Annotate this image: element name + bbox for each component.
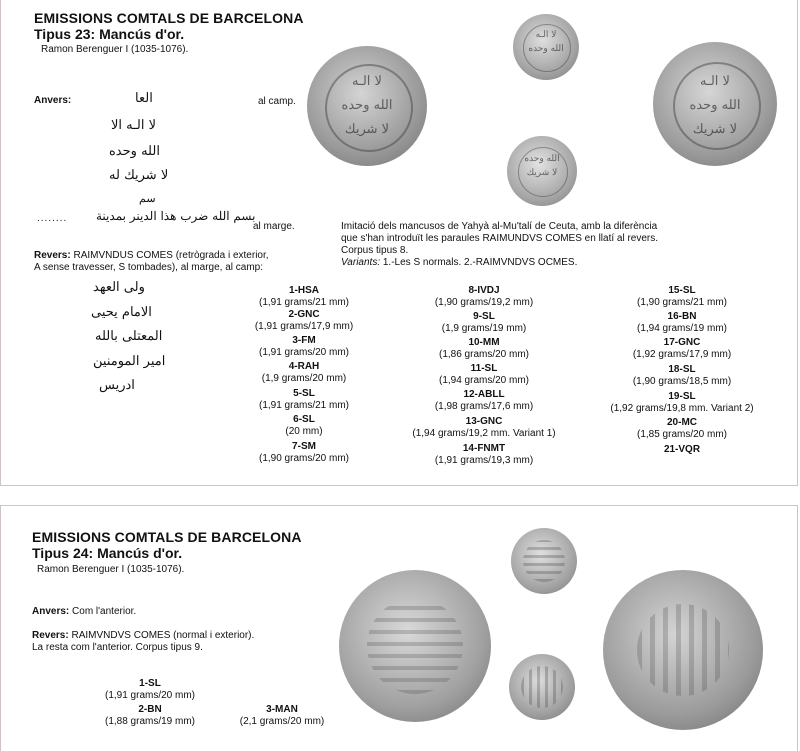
al-marge-note: al marge. bbox=[253, 221, 295, 232]
catalog-entry: 10-MM (1,86 grams/20 mm) bbox=[438, 337, 530, 360]
catalog-entry: 1-HSA (1,91 grams/21 mm) bbox=[258, 285, 350, 308]
coin-image-small-2 bbox=[509, 654, 575, 720]
anvers-arabic-line: لا شريك له bbox=[109, 168, 169, 183]
revers-text-2: La resta com l'anterior. Corpus tipus 9. bbox=[32, 642, 203, 653]
card-tipus-24 bbox=[0, 505, 798, 751]
anvers-arabic-line: الله وحده bbox=[109, 144, 160, 159]
anvers-label: Anvers: bbox=[32, 606, 70, 617]
catalog-entry: 11-SL (1,94 grams/20 mm) bbox=[438, 363, 530, 386]
coin-image-small-2 bbox=[507, 136, 577, 206]
catalog-entry: 17-GNC (1,92 grams/17,9 mm) bbox=[632, 337, 732, 360]
catalog-entry: 6-SL (20 mm) bbox=[285, 414, 323, 437]
revers-label: Revers: bbox=[34, 250, 71, 261]
card-subtitle: Tipus 23: Mancús d'or. bbox=[34, 26, 185, 42]
revers-arabic-line: الامام يحيى bbox=[91, 305, 152, 320]
revers-arabic-line: امير المومنين bbox=[93, 354, 166, 369]
coin-inscription: لا الـه bbox=[535, 30, 557, 40]
catalog-entry: 16-BN (1,94 grams/19 mm) bbox=[636, 311, 728, 334]
coin-image-reverse-large bbox=[653, 42, 777, 166]
catalog-entry: 14-FNMT (1,91 grams/19,3 mm) bbox=[434, 443, 534, 466]
catalog-entry: 7-SM (1,90 grams/20 mm) bbox=[258, 441, 350, 464]
ruler-line: Ramon Berenguer I (1035-1076). bbox=[37, 564, 185, 575]
coin-inscription: الله وحده bbox=[341, 98, 393, 113]
revers-arabic-line: ولى العهد bbox=[93, 280, 145, 295]
anvers-line bbox=[32, 606, 136, 618]
revers-label: Revers: bbox=[32, 630, 69, 641]
revers-line bbox=[32, 630, 254, 642]
description-line: que s'han introduït les paraules RAIMUNDVS COMES en llatí al revers. bbox=[341, 233, 659, 244]
catalog-entry: 5-SL (1,91 grams/21 mm) bbox=[258, 388, 350, 411]
catalog-entry: 13-GNC (1,94 grams/19,2 mm. Variant 1) bbox=[412, 416, 556, 439]
catalog-entry: 12-ABLL (1,98 grams/17,6 mm) bbox=[434, 389, 534, 412]
revers-text: RAIMVNDUS COMES (retrògrada i exterior, bbox=[73, 250, 269, 261]
catalog-entry: 4-RAH (1,9 grams/20 mm) bbox=[261, 361, 347, 384]
coin-image-small-1 bbox=[513, 14, 579, 80]
catalog-entry: 3-MAN (2,1 grams/20 mm) bbox=[239, 704, 325, 727]
description-line: Imitació dels mancusos de Yahyà al-Mu'talí de Ceuta, amb la diferència bbox=[341, 221, 658, 232]
catalog-entry: 19-SL (1,92 grams/19,8 mm. Variant 2) bbox=[610, 391, 754, 414]
coin-image-reverse-large bbox=[603, 570, 763, 730]
anvers-text: Com l'anterior. bbox=[72, 606, 137, 617]
card-title: EMISSIONS COMTALS DE BARCELONA bbox=[34, 10, 304, 26]
catalog-entry: 2-GNC (1,91 grams/17,9 mm) bbox=[254, 309, 354, 332]
catalog-entry: 15-SL (1,90 grams/21 mm) bbox=[636, 285, 728, 308]
variants-line bbox=[341, 257, 577, 269]
anvers-label: Anvers: bbox=[34, 95, 72, 106]
anvers-arabic-line: العا bbox=[135, 91, 153, 106]
card-subtitle: Tipus 24: Mancús d'or. bbox=[32, 545, 183, 561]
revers-arabic-line: المعتلى بالله bbox=[95, 329, 163, 344]
anvers-arabic-line: لا الـه الا bbox=[111, 118, 157, 133]
revers-text-2: A sense travesser, S tombades), al marge, al camp: bbox=[34, 262, 263, 273]
description-line: Corpus tipus 8. bbox=[341, 245, 409, 256]
catalog-entry: 9-SL (1,9 grams/19 mm) bbox=[441, 311, 527, 334]
anvers-arabic-line: سم bbox=[139, 192, 156, 205]
coin-inscription: لا شريك bbox=[344, 122, 390, 137]
catalog-entry: 20-MC (1,85 grams/20 mm) bbox=[636, 417, 728, 440]
coin-inscription: لا الـه bbox=[700, 74, 730, 89]
coin-image-obverse-large bbox=[307, 46, 427, 166]
catalog-entry: 2-BN (1,88 grams/19 mm) bbox=[104, 704, 196, 727]
variants-text: 1.-Les S normals. 2.-RAIMVNDVS OCMES. bbox=[382, 257, 578, 268]
al-camp-note: al camp. bbox=[258, 96, 296, 107]
coin-inscription: لا شريك bbox=[692, 122, 738, 137]
catalog-entry: 18-SL (1,90 grams/18,5 mm) bbox=[632, 364, 732, 387]
catalog-entry: 21-VQR bbox=[663, 444, 701, 455]
coin-image-small-1 bbox=[511, 528, 577, 594]
card-title: EMISSIONS COMTALS DE BARCELONA bbox=[32, 529, 302, 545]
marge-dots: ........ bbox=[37, 213, 68, 224]
revers-line bbox=[34, 250, 269, 262]
revers-text: RAIMVNDVS COMES (normal i exterior). bbox=[71, 630, 255, 641]
marge-arabic-line: بسم الله ضرب هذا الدينر بمدينة bbox=[96, 209, 256, 223]
catalog-entry: 1-SL (1,91 grams/20 mm) bbox=[104, 678, 196, 701]
revers-arabic-line: ادريس bbox=[99, 378, 135, 393]
coin-inscription: الله وحده bbox=[528, 44, 564, 54]
catalog-entry: 8-IVDJ (1,90 grams/19,2 mm) bbox=[434, 285, 534, 308]
coin-inscription: الله وحده bbox=[524, 154, 560, 164]
coin-inscription: الله وحده bbox=[689, 98, 741, 113]
ruler-line: Ramon Berenguer I (1035-1076). bbox=[41, 44, 189, 55]
variants-label: Variants: bbox=[341, 257, 381, 268]
coin-inscription: لا الـه bbox=[352, 74, 382, 89]
coin-inscription: لا شريك bbox=[526, 168, 558, 178]
catalog-entry: 3-FM (1,91 grams/20 mm) bbox=[258, 335, 350, 358]
coin-image-obverse-large bbox=[339, 570, 491, 722]
